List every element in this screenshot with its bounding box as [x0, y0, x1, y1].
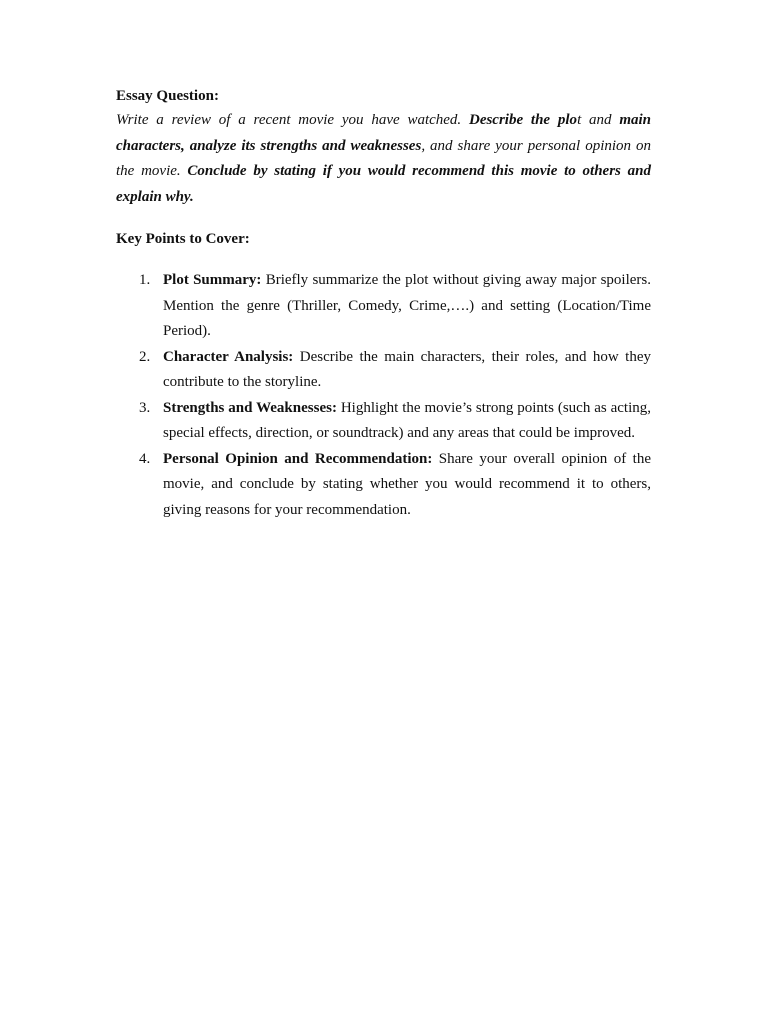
list-item-term: Personal Opinion and Recommendation:: [163, 450, 433, 467]
list-item-text: Share your overall opinion of the movie, and conclude by stating whether you would recommend it to others, giving reasons for your recommendation.: [163, 450, 651, 518]
key-points-heading: Key Points to Cover:: [116, 231, 250, 247]
question-part-5: , and share your personal opinion on the movie.: [116, 137, 651, 179]
list-item-number: 2.: [139, 348, 151, 365]
question-part-1: Write a review of a recent movie you have watched.: [116, 112, 469, 128]
list-item-text: Describe the main characters, their roles, and how they contribute to the storyline.: [163, 348, 651, 390]
list-item: [116, 396, 651, 447]
question-part-2: Describe the plo: [468, 112, 578, 128]
list-item-number: 1.: [139, 272, 151, 288]
essay-question-heading: Essay Question:: [116, 88, 219, 104]
question-part-4: main characters, analyze its strengths and weaknesses: [116, 112, 652, 154]
list-item-number: 3.: [139, 399, 151, 416]
question-part-6: Conclude by stating if you would recommend this movie to others and explain why.: [116, 163, 651, 205]
list-item-term: Plot Summary:: [163, 272, 262, 288]
list-item-text: Briefly summarize the plot without giving away major spoilers. Mention the genre (Thriller, Comedy, Crime,….) and setting (Location/Time Period).: [163, 272, 651, 339]
document-page: [116, 84, 651, 523]
list-item: [116, 268, 651, 345]
essay-question-text: [116, 108, 651, 210]
list-item-number: 4.: [139, 450, 151, 467]
list-item: [116, 345, 651, 396]
question-part-3: t and: [577, 112, 620, 128]
list-item: [116, 447, 651, 524]
list-item-term: Character Analysis:: [163, 348, 294, 365]
key-points-list: [116, 268, 651, 523]
list-item-text: Highlight the movie’s strong points (such as acting, special effects, direction, or soundtrack) and any areas that could be improved.: [163, 399, 651, 441]
list-item-term: Strengths and Weaknesses:: [163, 399, 337, 416]
